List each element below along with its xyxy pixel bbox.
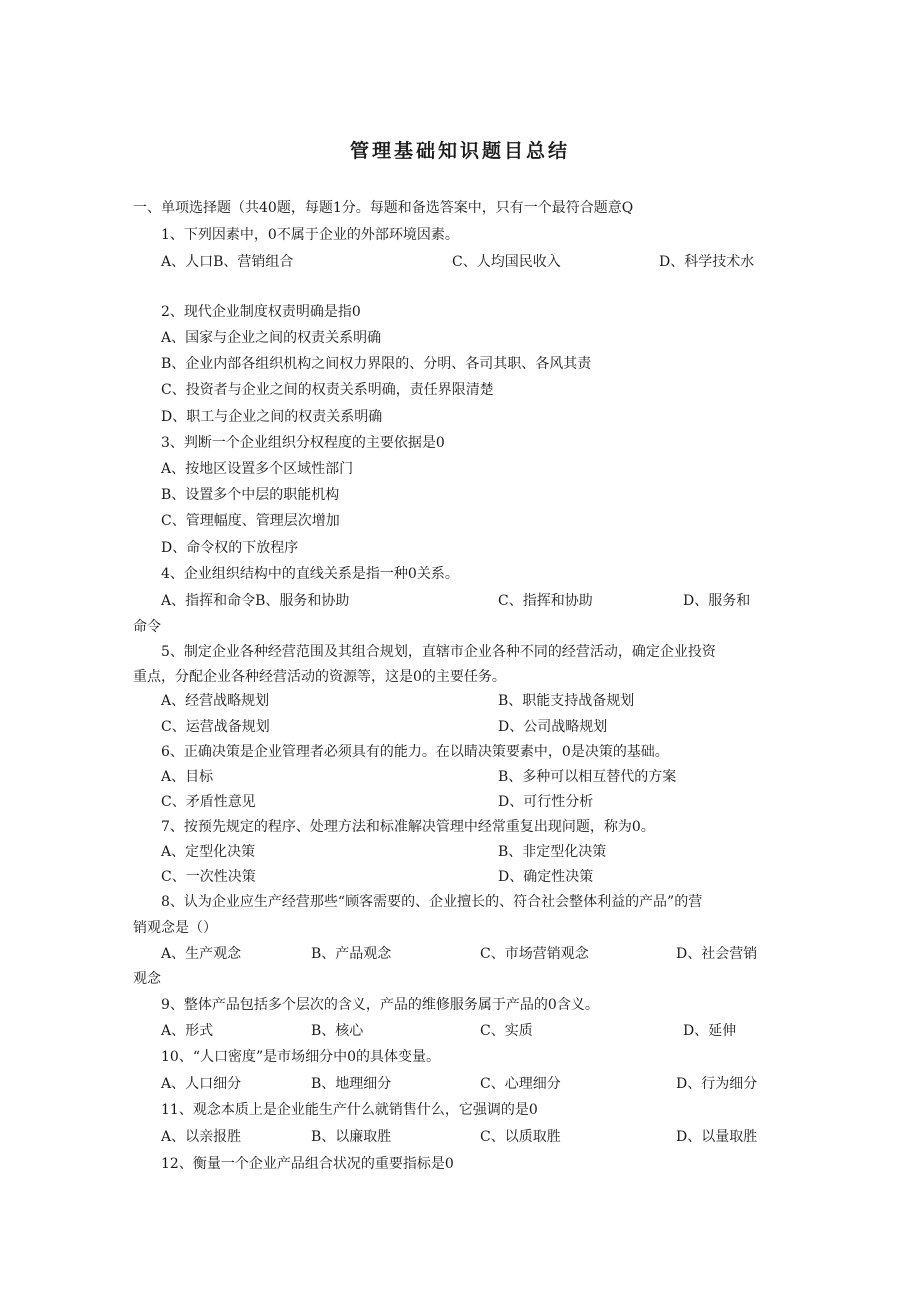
question-5-option-c: C、运营战备规划 (161, 719, 270, 735)
question-11-option-c: C、以质取胜 (480, 1129, 561, 1145)
question-8-option-d-wrap: 观念 (133, 971, 161, 987)
question-9-option-b: B、核心 (311, 1023, 364, 1039)
question-8-option-d: D、社会营销 (676, 946, 758, 962)
question-8-stem: 8、认为企业应生产经营那些“顾客需要的、企业擅长的、符合社会整体利益的产品”的营 (161, 894, 703, 910)
question-10-stem: 10、“人口密度”是市场细分中0的具体变量。 (161, 1049, 441, 1065)
question-5-option-b: B、职能支持战备规划 (498, 693, 635, 709)
question-3-option-d: D、命令权的下放程序 (161, 540, 299, 556)
question-5-stem: 5、制定企业各种经营范围及其组合规划，直辖市企业各种不同的经营活动，确定企业投资 (161, 644, 716, 660)
question-1-option-a: A、人口B、营销组合 (161, 254, 294, 270)
question-3-option-a: A、按地区设置多个区域性部门 (161, 461, 354, 477)
question-3-option-c: C、管理幅度、管理层次增加 (161, 513, 340, 529)
question-8-option-a: A、生产观念 (161, 946, 242, 962)
question-8-stem-wrap: 销观念是（） (133, 920, 217, 936)
question-2-stem: 2、现代企业制度权责明确是指0 (161, 304, 361, 320)
question-10-option-c: C、心理细分 (480, 1076, 561, 1092)
question-6-option-b: B、多种可以相互替代的方案 (498, 769, 677, 785)
question-6-option-c: C、矛盾性意见 (161, 794, 256, 810)
question-5-stem-wrap: 重点，分配企业各种经营活动的资源等，这是0的主要任务。 (133, 669, 506, 685)
question-3-option-b: B、设置多个中层的职能机构 (161, 487, 340, 503)
question-7-option-c: C、一次性决策 (161, 869, 256, 885)
question-10-option-a: A、人口细分 (161, 1076, 242, 1092)
question-9-option-c: C、实质 (480, 1023, 533, 1039)
question-7-option-b: B、非定型化决策 (498, 844, 607, 860)
question-2-option-d: D、职工与企业之间的权责关系明确 (161, 409, 383, 425)
question-5-option-d: D、公司战略规划 (498, 719, 608, 735)
question-9-stem: 9、整体产品包括多个层次的含义，产品的维修服务属于产品的0含义。 (161, 997, 599, 1013)
question-11-option-b: B、以廉取胜 (311, 1129, 392, 1145)
question-8-option-b: B、产品观念 (311, 946, 392, 962)
question-11-option-a: A、以亲报胜 (161, 1129, 242, 1145)
question-11-stem: 11、观念本质上是企业能生产什么就销售什么，它强调的是0 (161, 1102, 538, 1118)
question-5-option-a: A、经营战略规划 (161, 693, 270, 709)
question-1-option-d: D、科学技术水 (659, 254, 755, 270)
question-9-option-d: D、延伸 (683, 1023, 737, 1039)
section-header: 一、单项选择题（共40题，每题1分。每题和备选答案中，只有一个最符合题意Q (133, 200, 634, 216)
question-4-option-c: C、指挥和协助 (498, 593, 593, 609)
question-7-option-a: A、定型化决策 (161, 844, 256, 860)
question-6-option-a: A、目标 (161, 769, 214, 785)
question-1-stem: 1、下列因素中，0不属于企业的外部环境因素。 (161, 227, 459, 243)
question-11-option-d: D、以量取胜 (676, 1129, 758, 1145)
question-12-stem: 12、衡量一个企业产品组合状况的重要指标是0 (161, 1156, 454, 1172)
question-2-option-b: B、企业内部各组织机构之间权力界限的、分明、各司其职、各风其责 (161, 356, 592, 372)
question-4-option-d: D、服务和 (683, 593, 751, 609)
question-2-option-a: A、国家与企业之间的权责关系明确 (161, 330, 382, 346)
question-7-option-d: D、确定性决策 (498, 869, 594, 885)
question-4-option-a: A、指挥和命令B、服务和协助 (161, 593, 350, 609)
question-8-option-c: C、市场营销观念 (480, 946, 589, 962)
question-6-option-d: D、可行性分析 (498, 794, 594, 810)
question-9-option-a: A、形式 (161, 1023, 214, 1039)
question-7-stem: 7、按预先规定的程序、处理方法和标准解决管理中经常重复出现问题，称为0。 (161, 819, 655, 835)
page-title: 管理基础知识题目总结 (349, 140, 570, 162)
question-6-stem: 6、正确决策是企业管理者必须具有的能力。在以睛决策要素中，0是决策的基础。 (161, 744, 669, 760)
question-4-stem: 4、企业组织结构中的直线关系是指一种0关系。 (161, 566, 459, 582)
question-3-stem: 3、判断一个企业组织分权程度的主要依据是0 (161, 435, 445, 451)
question-2-option-c: C、投资者与企业之间的权责关系明确，责任界限清楚 (161, 382, 494, 398)
question-10-option-d: D、行为细分 (676, 1076, 758, 1092)
question-10-option-b: B、地理细分 (311, 1076, 392, 1092)
question-1-option-c: C、人均国民收入 (452, 254, 561, 270)
question-4-option-d-wrap: 命令 (133, 619, 161, 635)
